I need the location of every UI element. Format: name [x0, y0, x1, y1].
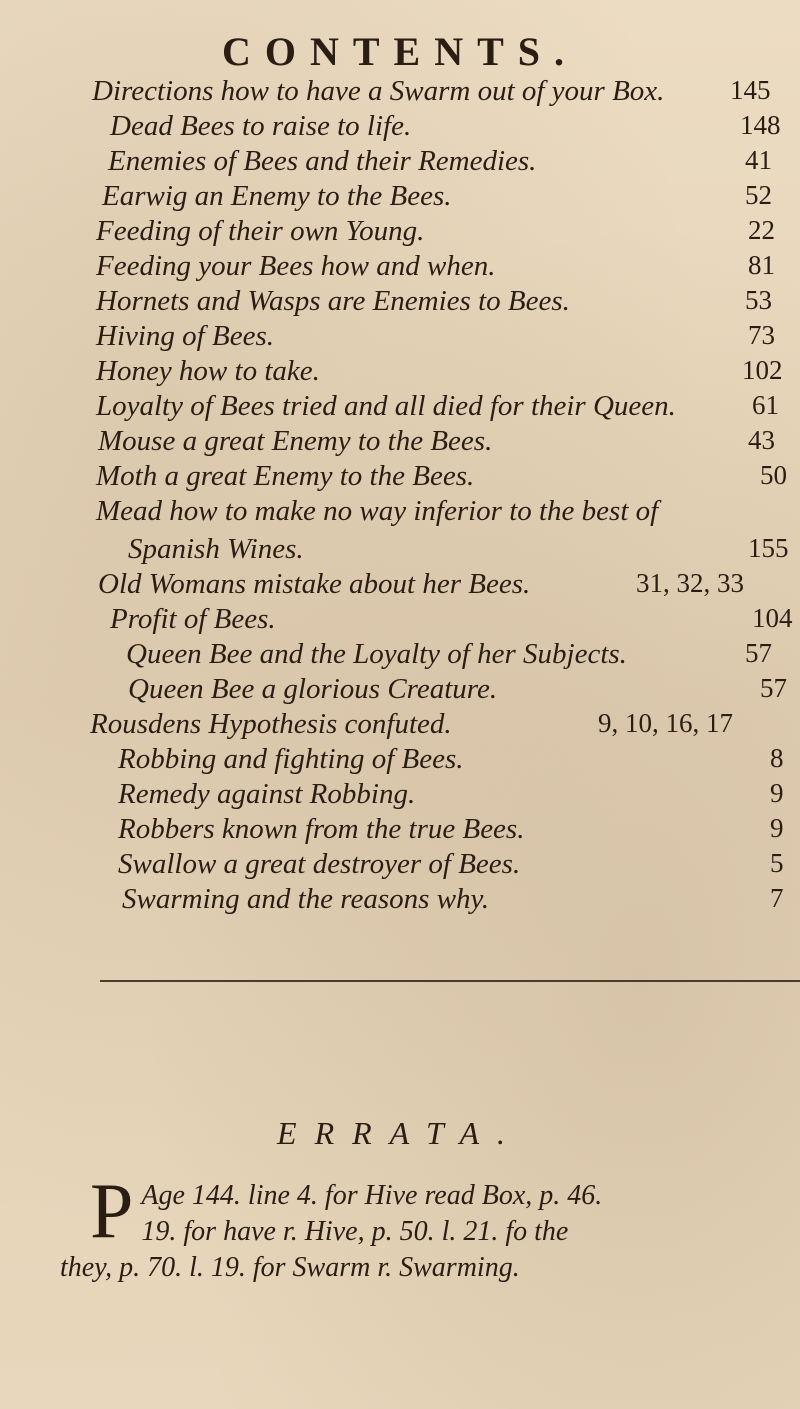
contents-entry-title: Spanish Wines. [128, 533, 304, 565]
contents-entry-title: Queen Bee and the Loyalty of her Subjects. [126, 638, 627, 670]
contents-entry-page: 41 [745, 145, 772, 175]
contents-entry-title: Rousdens Hypothesis confuted. [90, 708, 452, 740]
contents-entry [0, 778, 800, 812]
contents-entry [0, 75, 800, 109]
contents-entry [0, 568, 800, 602]
errata-dropcap: P [90, 1167, 134, 1254]
contents-entry-title: Mouse a great Enemy to the Bees. [98, 425, 493, 457]
contents-entry-title: Dead Bees to raise to life. [110, 110, 412, 142]
contents-entry-page: 148 [740, 110, 781, 140]
contents-entry-title: Swallow a great destroyer of Bees. [118, 848, 521, 880]
errata-line: they, p. 70. l. 19. for Swarm r. Swarming. [60, 1252, 520, 1283]
contents-entry-page: 145 [730, 75, 771, 105]
contents-entry-page: 5 [770, 848, 784, 878]
contents-entry-title: Swarming and the reasons why. [122, 883, 490, 915]
contents-entry-page: 81 [748, 250, 775, 280]
contents-entry [0, 460, 800, 494]
contents-entry [0, 320, 800, 354]
contents-entry [0, 848, 800, 882]
contents-entry [0, 180, 800, 214]
errata-line: 19. for have r. Hive, p. 50. l. 21. fo the [141, 1216, 569, 1247]
contents-entry-page: 53 [745, 285, 772, 315]
contents-entry [0, 145, 800, 179]
contents-entry-page: 57 [745, 638, 772, 668]
contents-entry-page: 104 [752, 603, 793, 633]
contents-entry-title: Enemies of Bees and their Remedies. [108, 145, 537, 177]
contents-entry-page: 155 [748, 533, 789, 563]
contents-entry [0, 708, 800, 742]
contents-entry-page: 7 [770, 883, 784, 913]
contents-entry-page: 9 [770, 778, 784, 808]
contents-entry [0, 533, 800, 567]
contents-entry-page: 102 [742, 355, 783, 385]
page-title: CONTENTS. [221, 29, 579, 74]
contents-entry [0, 425, 800, 459]
errata-line: Age 144. line 4. for Hive read Box, p. 46. [141, 1180, 603, 1211]
contents-entry-page: 61 [752, 390, 779, 420]
contents-entry-title: Remedy against Robbing. [118, 778, 416, 810]
contents-entry-page: 8 [770, 743, 784, 773]
contents-entry [0, 603, 800, 637]
contents-entry-title: Hiving of Bees. [96, 320, 274, 352]
divider-rule [100, 980, 800, 982]
contents-entry-title: Earwig an Enemy to the Bees. [102, 180, 452, 212]
contents-entry [0, 813, 800, 847]
contents-entry-page: 52 [745, 180, 772, 210]
contents-entry-title: Honey how to take. [96, 355, 320, 387]
contents-entry-title: Moth a great Enemy to the Bees. [96, 460, 475, 492]
contents-entry-page: 57 [760, 673, 787, 703]
contents-entry [0, 110, 800, 144]
contents-entry [0, 250, 800, 284]
contents-entry-page: 43 [748, 425, 775, 455]
contents-entry [0, 883, 800, 917]
contents-entry [0, 285, 800, 319]
errata-title: ERRATA. [277, 1115, 523, 1151]
contents-entry-title: Robbers known from the true Bees. [118, 813, 525, 845]
contents-entry-page: 9 [770, 813, 784, 843]
contents-entry [0, 355, 800, 389]
contents-entry-title: Old Womans mistake about her Bees. [98, 568, 531, 600]
contents-entry [0, 495, 800, 529]
contents-entry-title: Profit of Bees. [110, 603, 276, 635]
contents-entry-title: Robbing and fighting of Bees. [118, 743, 464, 775]
contents-entry [0, 638, 800, 672]
contents-entry-title: Queen Bee a glorious Creature. [128, 673, 498, 705]
contents-entry [0, 743, 800, 777]
errata-text [60, 1167, 790, 1286]
contents-entry-page: 73 [748, 320, 775, 350]
contents-entry [0, 390, 800, 424]
contents-entry [0, 215, 800, 249]
contents-entry-page: 50 [760, 460, 787, 490]
contents-entry-title: Feeding of their own Young. [96, 215, 425, 247]
contents-entry [0, 673, 800, 707]
contents-entry-title: Feeding your Bees how and when. [96, 250, 496, 282]
contents-entry-title: Hornets and Wasps are Enemies to Bees. [96, 285, 570, 317]
contents-entry-page: 9, 10, 16, 17 [598, 708, 733, 738]
contents-entry-title: Directions how to have a Swarm out of your Box. [92, 75, 665, 107]
contents-entry-title: Loyalty of Bees tried and all died for their Queen. [96, 390, 676, 422]
contents-entry-title: Mead how to make no way inferior to the best of [96, 495, 659, 527]
contents-entry-page: 22 [748, 215, 775, 245]
contents-entry-page: 31, 32, 33 [636, 568, 744, 598]
